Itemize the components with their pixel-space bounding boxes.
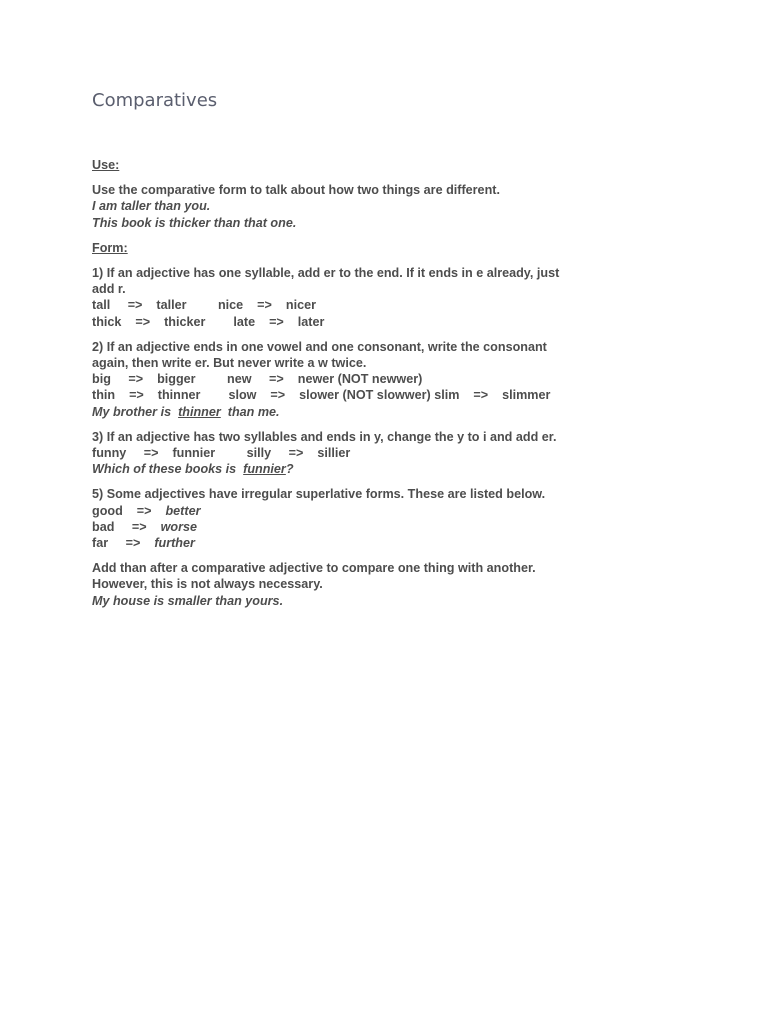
rule-5-row-1 bbox=[92, 503, 692, 519]
closing-example: My house is smaller than yours. bbox=[92, 593, 284, 608]
rule-3-example-pre: Which of these books is bbox=[92, 462, 244, 477]
rule-1-text-b: add r. bbox=[92, 282, 126, 297]
rule-5-row-1-pre: good => bbox=[92, 503, 166, 518]
rule-5-text-a: 5) Some adjectives have irregular superlative forms. These are listed below. bbox=[92, 487, 546, 502]
form-heading: Form: bbox=[92, 240, 128, 255]
rule-2-example-post: than me. bbox=[220, 404, 280, 419]
rule-2-example-pre: My brother is bbox=[92, 404, 179, 419]
rule-3-row-1: funny => funnier silly => sillier bbox=[92, 446, 351, 461]
rule-5-row-2-word: worse bbox=[160, 519, 197, 534]
rule-5-row-1-word: better bbox=[165, 503, 201, 518]
rule-1-text-a: 1) If an adjective has one syllable, add er to the end. If it ends in e already, just bbox=[92, 266, 560, 281]
rule-3-example bbox=[92, 461, 692, 477]
rule-5-row-2 bbox=[92, 519, 692, 535]
rule-3-example-word: funnier bbox=[243, 462, 286, 477]
rule-2-text-a: 2) If an adjective ends in one vowel and one consonant, write the consonant bbox=[92, 339, 547, 354]
rule-2-text-b: again, then write er. But never write a w twice. bbox=[92, 356, 367, 371]
rule-5-row-3 bbox=[92, 535, 692, 551]
rule-5-row-3-pre: far => bbox=[92, 536, 155, 551]
rule-2-row-2: thin => thinner slow => slower (NOT slowwer) slim => slimmer bbox=[92, 388, 551, 403]
use-heading: Use: bbox=[92, 158, 120, 172]
rule-2-example bbox=[92, 404, 692, 420]
page-title: Comparatives bbox=[92, 90, 218, 111]
rule-3-example-post: ? bbox=[285, 462, 294, 477]
rule-3-text-a: 3) If an adjective has two syllables and ends in y, change the y to i and add er. bbox=[92, 429, 557, 444]
use-example-2: This book is thicker than that one. bbox=[92, 215, 297, 230]
rule-5-row-2-pre: bad => bbox=[92, 519, 161, 534]
closing-line-2: However, this is not always necessary. bbox=[92, 577, 323, 592]
rule-1-row-1: tall => taller nice => nicer bbox=[92, 298, 316, 313]
rule-2-example-word: thinner bbox=[178, 404, 221, 419]
use-example-1: I am taller than you. bbox=[92, 199, 211, 214]
document-body bbox=[92, 157, 692, 609]
rule-5-row-3-word: further bbox=[154, 536, 195, 551]
rule-2-row-1: big => bigger new => newer (NOT newwer) bbox=[92, 372, 423, 387]
closing-line-1: Add than after a comparative adjective to compare one thing with another. bbox=[92, 561, 536, 576]
rule-1-row-2: thick => thicker late => later bbox=[92, 314, 325, 329]
use-description: Use the comparative form to talk about how two things are different. bbox=[92, 183, 500, 198]
